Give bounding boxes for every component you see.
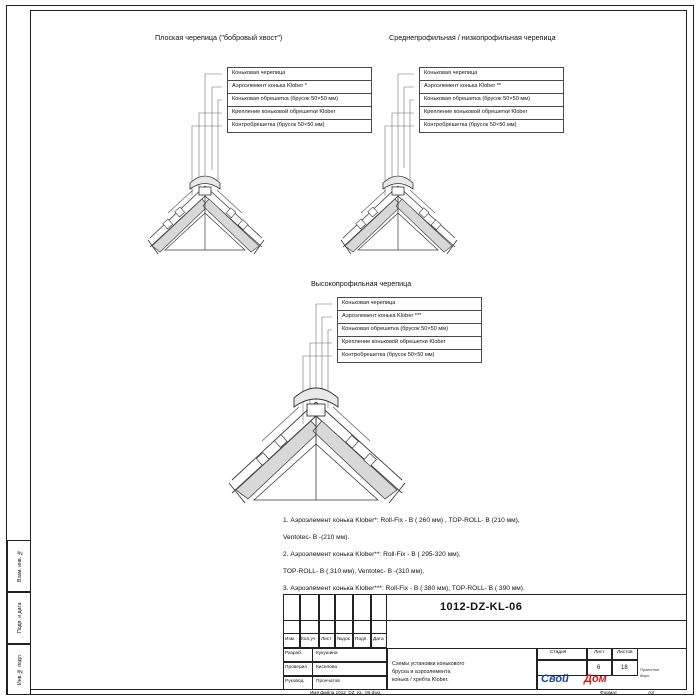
legend-item: Коньковая черепица — [228, 68, 371, 81]
brand-name-part2: Дом — [584, 673, 607, 685]
revision-header-podp: Подп. — [355, 637, 368, 642]
left-stamp-column — [7, 540, 31, 695]
legend-item: Коньковая обрешетка (брусок 50×50 мм) — [338, 324, 481, 337]
revision-header-row — [283, 633, 387, 648]
legend-item: Аэроэлемент конька Klober ** — [420, 81, 563, 94]
revision-header-data: Дата — [373, 637, 384, 642]
legend-item: Контробрешетка (брусок 50×50 мм) — [424, 122, 517, 129]
legend-item: Коньковая черепица — [420, 68, 563, 81]
sheet-title-line-1: Схемы установки конькового — [392, 661, 465, 667]
sheet-title-line-3: конька / хребта Klober. — [392, 677, 449, 683]
legend-item: Крепление коньковой обрешетки Klober — [420, 107, 563, 120]
legend-item: Контробрешетка (брусок 50×50 мм) — [232, 122, 325, 129]
legend-medium-tile — [419, 67, 564, 133]
stage-number-listov: 18 — [621, 665, 628, 671]
drawing-number: 1012-DZ-KL-06 — [440, 601, 523, 613]
revision-header-izm: Изм. — [285, 637, 296, 642]
legend-item: Контробрешетка (брусок 50×50 мм) — [342, 352, 435, 359]
diagram-title-flat-tile: Плоская черепица ("бобровый хвост") — [155, 33, 283, 42]
sheet-title-line-2: бруска и аэроэлемента — [392, 669, 451, 675]
note-line-4: TOP-ROLL- B ( 310 мм), Ventotec- B -(310 мм). — [283, 568, 425, 575]
stage-label-listov: Листов — [617, 650, 633, 655]
stamp-cell-vzam: Взам. инв. № — [7, 540, 31, 592]
legend-item: Крепление коньковой обрешетки Klober — [338, 337, 481, 350]
role-name-1: Кукушина — [316, 651, 338, 656]
brand-subtitle-2: бюро — [640, 673, 650, 678]
stamp-cell-podp: Подп. и дата — [7, 592, 31, 644]
brand-name-part1: Свой — [541, 673, 569, 685]
revision-header-ndok: №док — [337, 637, 350, 642]
note-line-1: 1. Аэроэлемент конька Klober*: Roll-Fix - B ( 260 мм) , TOP-ROLL- B (210 мм), — [283, 517, 520, 524]
role-label-1: Разраб. — [285, 651, 303, 656]
brand-subtitle-1: Проектное — [640, 667, 660, 672]
note-line-3: 2. Аэроэлемент конька Klober**: Roll-Fix - B ( 295-320 мм), — [283, 551, 461, 558]
revision-header-koluch: Кол.уч — [301, 637, 316, 642]
legend-item: Коньковая черепица — [338, 298, 481, 311]
legend-item: Аэроэлемент конька Klober *** — [338, 311, 481, 324]
diagram-title-high-tile: Высокопрофильная черепица — [311, 279, 412, 288]
legend-item: Аэроэлемент конька Klober * — [228, 81, 371, 94]
role-name-2: Киселова — [316, 665, 338, 670]
note-line-2: Ventotec- B -(210 мм). — [283, 534, 350, 541]
role-name-3: Прончатов — [316, 679, 340, 684]
legend-item: Крепление коньковой обрешетки Klober — [228, 107, 371, 120]
stage-label-stadia: Стадия — [550, 650, 567, 655]
format-value: A3 — [648, 691, 654, 696]
legend-item: Коньковая обрешетка (брусок 50×50 мм) — [228, 94, 371, 107]
role-label-2: Проверил — [285, 665, 308, 670]
revision-header-list: Лист — [321, 637, 332, 642]
stamp-cell-inv: Инв.№ подл. — [7, 644, 31, 695]
legend-high-tile — [337, 297, 482, 363]
file-name-line: Имя файла 1012_DZ_KL_06.dwg — [310, 690, 381, 695]
legend-flat-tile — [227, 67, 372, 133]
stage-label-list: Лист — [594, 650, 605, 655]
stage-number-list: 6 — [597, 665, 601, 671]
format-label: Формат — [600, 691, 618, 696]
role-label-3: Руковод. — [285, 679, 305, 684]
diagram-title-medium-tile: Среднепрофильная / низкопрофильная черепица — [389, 33, 556, 42]
legend-item: Коньковая обрешетка (брусок 50×50 мм) — [420, 94, 563, 107]
note-line-5: 3. Аэроэлемент конька Klober***: Roll-Fix - B ( 380 мм), TOP-ROLL- B ( 390 мм). — [283, 585, 525, 592]
